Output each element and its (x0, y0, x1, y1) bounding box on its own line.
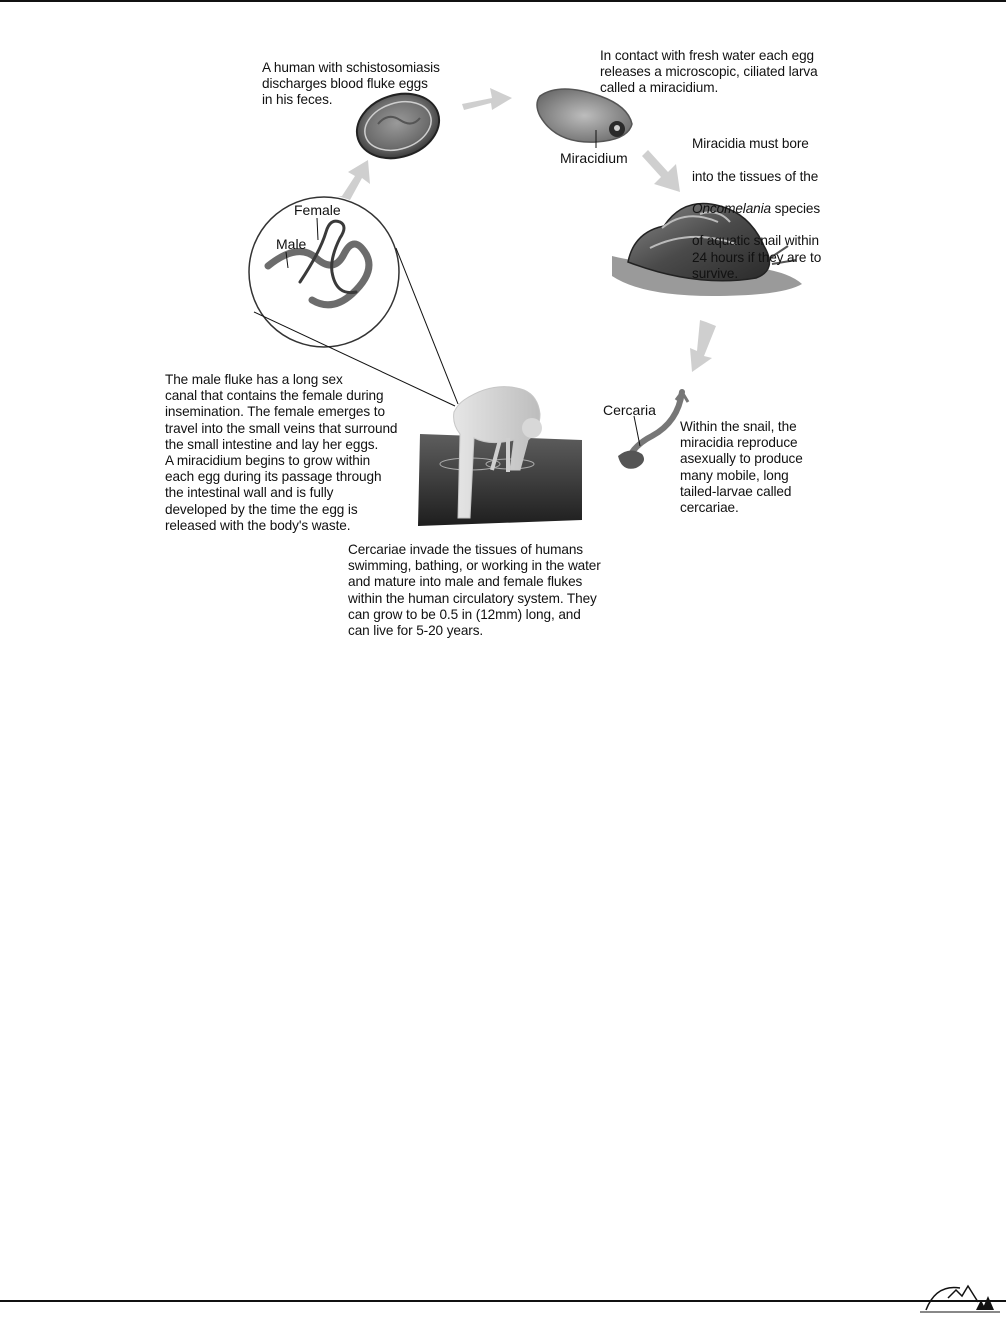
arrow-flukes-to-egg (338, 160, 370, 200)
caption-snail-bore-line3 (692, 201, 821, 217)
bottom-rule (0, 1300, 1006, 1302)
arrow-snail-to-cercaria (690, 320, 716, 372)
caption-snail-reproduce: Within the snail, the miracidia reproduce asexually to produce many mobile, long tailed-larvae called cercariae. (680, 419, 803, 516)
caption-snail-bore-species: species (771, 201, 821, 217)
oncomelania-italic: Oncomelania (692, 201, 771, 217)
caption-miracidium-release: In contact with fresh water each egg releases a microscopic, ciliated larva called a miracidium. (600, 48, 818, 96)
arrow-egg-to-miracidium (462, 88, 512, 110)
label-miracidium: Miracidium (560, 150, 628, 166)
caption-snail-bore-line1: Miracidia must bore (692, 136, 809, 152)
caption-egg-discharge: A human with schistosomiasis discharges blood fluke eggs in his feces. (262, 60, 440, 108)
mountain-tree-logo (920, 1276, 1000, 1316)
caption-cercariae-invade: Cercariae invade the tissues of humans swimming, bathing, or working in the water and mature into male and female flukes within the human circulatory system. They can grow to be 0.5 in (12mm) long, and can live for 5-20 years. (348, 542, 601, 639)
water-illustration (418, 434, 582, 526)
miracidium-illustration (537, 89, 632, 148)
label-cercaria: Cercaria (603, 402, 656, 418)
label-female: Female (294, 202, 341, 218)
caption-snail-bore-line2: into the tissues of the (692, 168, 819, 184)
caption-snail-bore-rest: of aquatic snail within 24 hours if they are to survive. (692, 233, 822, 281)
label-male: Male (276, 236, 307, 252)
arrow-miracidium-to-snail (642, 150, 680, 192)
caption-snail-bore (692, 120, 821, 298)
caption-male-fluke: The male fluke has a long sex canal that contains the female during insemination. The female emerges to travel into the small veins that surround the small intestine and lay her eggs. A miracidium begins to grow within each egg during its passage through the intestinal wall and is fully developed by the time the egg is released with the body's waste. (165, 372, 398, 533)
